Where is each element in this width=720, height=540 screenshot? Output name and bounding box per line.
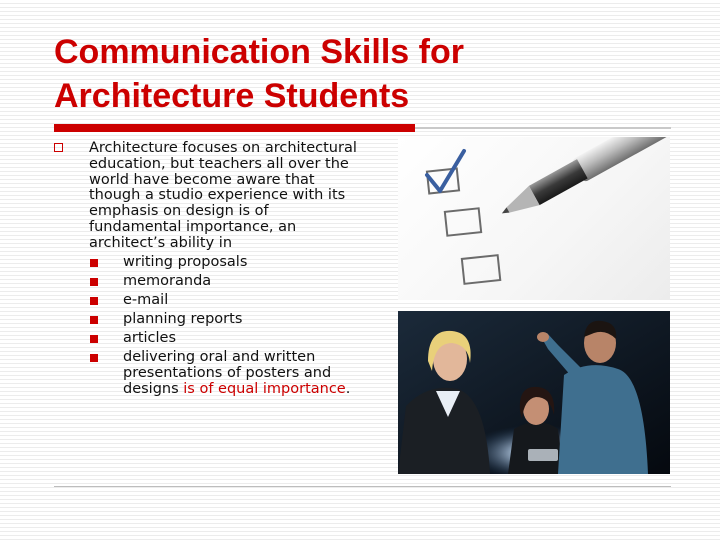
- pen-icon: [496, 137, 670, 225]
- list-item: [89, 293, 364, 309]
- checklist-pen-image: [398, 137, 670, 300]
- list-item: [89, 312, 364, 328]
- title-underline-gray: [415, 127, 671, 129]
- list-item-text-suffix: .: [345, 380, 351, 397]
- list-item-text-prefix: delivering oral and written presentations of posters and designs: [123, 349, 332, 397]
- title-underline-accent: [54, 124, 415, 132]
- checkbox-empty-icon: [445, 208, 481, 235]
- square-bullet-icon: [90, 278, 98, 286]
- list-item-text: articles: [123, 329, 177, 346]
- list-item-text: planning reports: [123, 310, 243, 327]
- slide-title: Communication Skills for Architecture Students: [54, 33, 464, 115]
- square-bullet-icon: [90, 297, 98, 305]
- highlight-text: is of equal importance: [183, 380, 346, 397]
- list-item-text: e-mail: [123, 291, 169, 308]
- list-item: [89, 350, 364, 397]
- intro-paragraph: Architecture focuses on architectural education, but teachers all over the world have become aware that though a studio experience with its emphasis on design is of fundamental importance, an architect’s ability in: [89, 140, 357, 251]
- checklist-pen-illustration: [398, 137, 670, 300]
- square-bullet-icon: [90, 259, 98, 267]
- list-item-text: writing proposals: [123, 253, 248, 270]
- square-bullet-icon: [54, 143, 63, 152]
- business-meeting-illustration: [398, 311, 670, 474]
- list-item: [89, 331, 364, 347]
- body-text: [89, 141, 364, 401]
- sub-bullet-list: [89, 255, 364, 398]
- square-bullet-icon: [90, 316, 98, 324]
- list-item-text: memoranda: [123, 272, 212, 289]
- square-bullet-icon: [90, 335, 98, 343]
- checkbox-empty-icon: [462, 255, 500, 284]
- checkbox-checked-icon: [427, 151, 464, 194]
- list-item: [89, 274, 364, 290]
- list-item: [89, 255, 364, 271]
- projector-icon: [528, 449, 558, 461]
- square-bullet-icon: [90, 354, 98, 362]
- list-item-text: [123, 349, 350, 397]
- footer-divider: [54, 486, 671, 487]
- business-meeting-image: [398, 311, 670, 474]
